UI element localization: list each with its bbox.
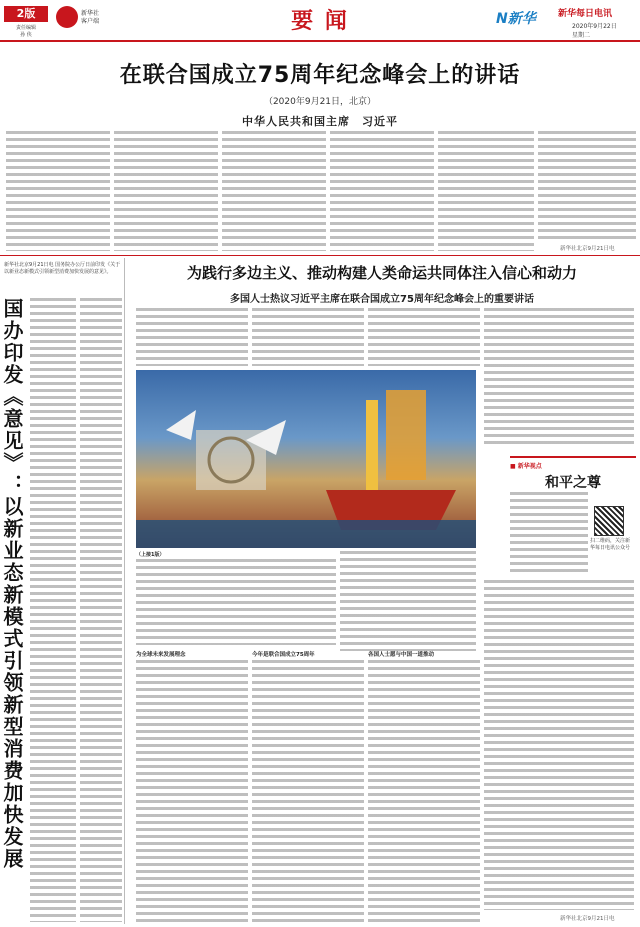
page-number-badge: 2版 xyxy=(4,6,48,22)
main-article-column-1 xyxy=(6,131,110,251)
qr-code-caption: 扫二维码，关注新华每日电讯公众号 xyxy=(590,538,631,551)
second-article-column-2 xyxy=(252,308,364,366)
commentary-tag: ■ 新华视点 xyxy=(510,463,542,470)
photo-caption-lead: （上接1版） xyxy=(136,552,165,558)
ship-sail-2 xyxy=(386,390,426,480)
second-headline: 为践行多边主义、推动构建人类命运共同体注入信心和动力 xyxy=(186,264,577,282)
main-date-line: （2020年9月21日，北京） xyxy=(263,97,377,107)
main-byline: 中华人民共和国主席 习近平 xyxy=(242,115,398,128)
xinhua-wordmark-logo: N新华 xyxy=(496,11,536,27)
editor-label: 责任编辑 xyxy=(15,25,36,31)
second-subhead-2: 今年是联合国成立75周年 xyxy=(252,652,315,658)
issue-date-text: 2020年9月22日 xyxy=(572,23,617,30)
main-article-column-5 xyxy=(438,131,534,251)
commentary-box xyxy=(510,456,636,578)
side-article-lead: 新华社北京9月21日电 国务院办公厅日前印发《关于以新业态新模式引领新型消费加快发展的意见》。 xyxy=(4,262,121,275)
app-brand-line-1: 新华社 xyxy=(81,10,100,17)
app-brand-line-2: 客户端 xyxy=(81,18,100,25)
news-photo-illustration xyxy=(136,370,476,548)
issue-date xyxy=(572,22,617,40)
main-article-column-6 xyxy=(538,131,636,243)
second-subhead-1: 为全球未来发展理念 xyxy=(136,652,186,658)
sea-strip xyxy=(136,520,476,548)
photo-caption-body xyxy=(136,559,336,645)
editor-name: 孙 侠 xyxy=(20,32,32,38)
main-article-end-note: 新华社北京9月21日电 xyxy=(560,246,615,252)
dove-1 xyxy=(166,410,196,440)
main-headline: 在联合国成立75周年纪念峰会上的讲话 xyxy=(119,63,521,88)
news-photo xyxy=(136,370,476,548)
second-article-column-6 xyxy=(136,660,248,922)
second-article-end-note: 新华社北京9月21日电 xyxy=(560,916,615,922)
second-article-column-5 xyxy=(340,551,476,651)
commentary-title: 和平之尊 xyxy=(545,475,601,491)
second-subheadline: 多国人士热议习近平主席在联合国成立75周年纪念峰会上的重要讲话 xyxy=(230,294,534,305)
second-subhead-3: 各国人士愿与中国一道推动 xyxy=(368,652,435,658)
paper-name: 新华每日电讯 xyxy=(558,9,613,19)
second-article-column-1 xyxy=(136,308,248,366)
main-article-column-2 xyxy=(114,131,218,251)
commentary-body xyxy=(510,492,588,576)
side-article-headline: 国办印发《意见》：以新业态新模式引领新型消费加快发展 xyxy=(0,298,24,870)
second-article-column-8 xyxy=(368,660,480,922)
qr-code-icon[interactable] xyxy=(594,506,624,536)
section-title: 要 闻 xyxy=(291,8,349,34)
photo-caption xyxy=(136,551,336,647)
masthead xyxy=(0,0,640,52)
section-divider xyxy=(0,255,640,256)
ship-sail-1 xyxy=(366,400,378,490)
second-article-column-4 xyxy=(484,308,634,448)
header-red-rule xyxy=(0,40,640,42)
main-article-column-3 xyxy=(222,131,326,251)
side-article-body-1 xyxy=(30,298,76,922)
second-article-column-9 xyxy=(484,580,634,910)
sidebar-divider xyxy=(124,258,125,924)
issue-weekday: 星期二 xyxy=(572,32,591,39)
main-article-column-4 xyxy=(330,131,434,251)
second-article-column-3 xyxy=(368,308,480,366)
second-article-column-7 xyxy=(252,660,364,922)
side-article-body-2 xyxy=(80,298,122,922)
